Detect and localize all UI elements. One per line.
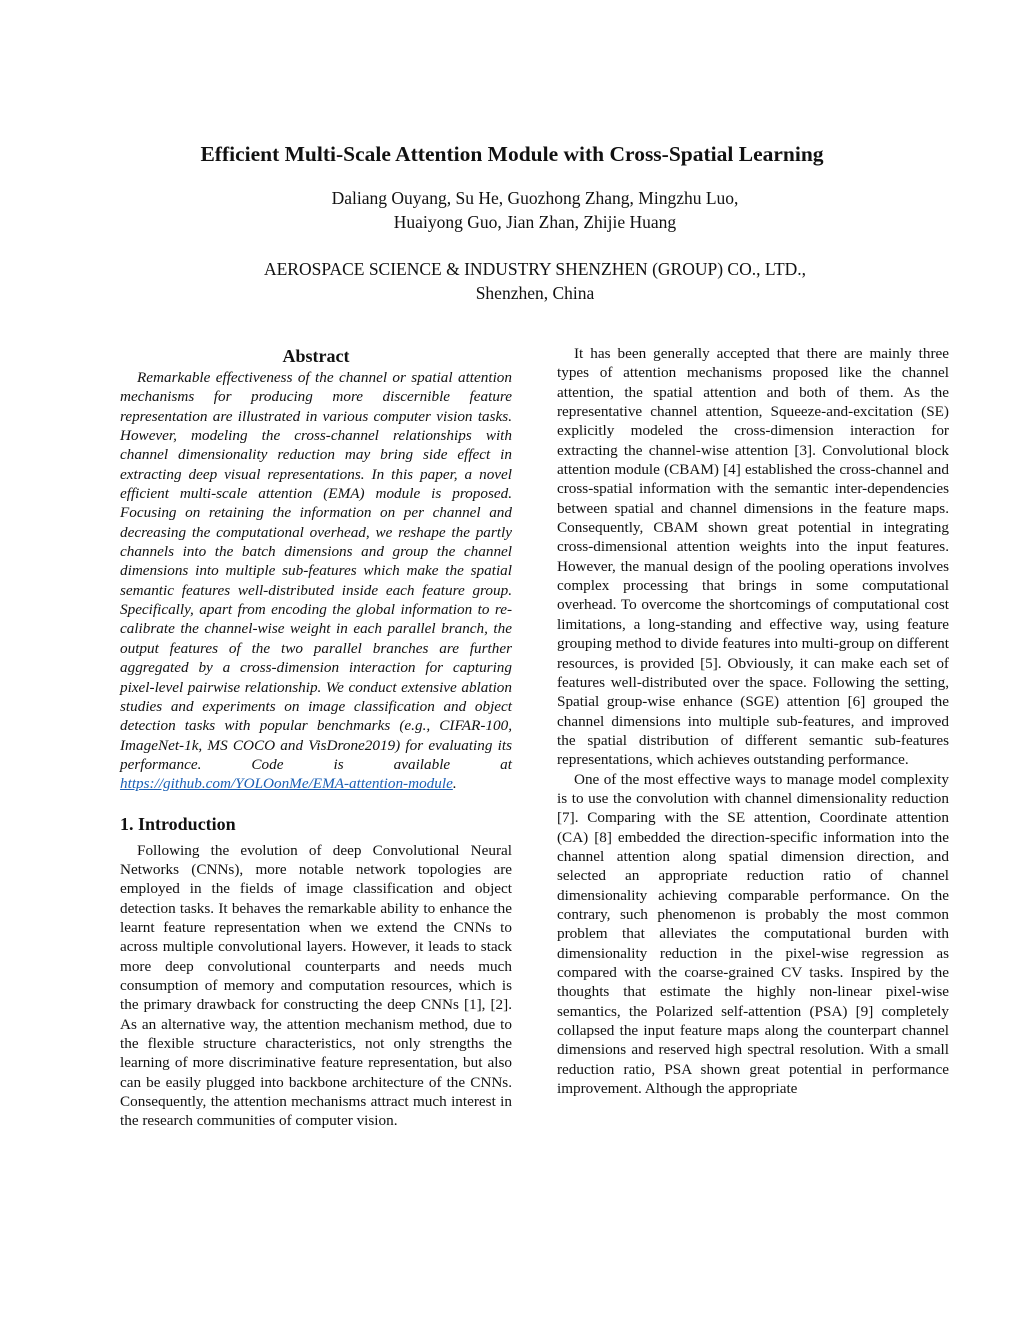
introduction-heading: 1. Introduction [120, 813, 236, 834]
abstract-end: . [452, 775, 457, 793]
abstract-body [120, 368, 512, 794]
authors-line-1: Daliang Ouyang, Su He, Guozhong Zhang, Mingzhu Luo, [331, 188, 739, 208]
right-column [557, 344, 949, 1098]
abstract-text: Remarkable effectiveness of the channel or spatial attention mechanisms for producing more discernible feature representation are illustrated in various computer vision tasks. However, modeling the cross-channel relationships with channel dimensionality reduction may bring side effect in extracting deep visual representations. In this paper, a novel efficient multi-scale attention (EMA) module is proposed. Focusing on retaining the information on per channel and decreasing the computational overhead, we reshape the partly channels into the batch dimensions and group the channel dimensions into multiple sub-features which make the spatial semantic features well-distributed inside each feature group. Specifically, apart from encoding the global information to re-calibrate the channel-wise weight in each parallel branch, the output features of the two parallel branches are further aggregated by a cross-dimension interaction for capturing pixel-level pairwise relationship. We conduct extensive ablation studies and experiments on image classification and object detection tasks with popular benchmarks (e.g., CIFAR-100, ImageNet-1k, MS COCO and VisDrone2019) for evaluating its performance. Code is available at [120, 369, 512, 773]
abstract-heading: Abstract [282, 346, 350, 366]
author-list [0, 186, 1024, 234]
intro-paragraph-1: Following the evolution of deep Convolutional Neural Networks (CNNs), more notable network topologies are employed in the fields of image classification and object detection tasks. It behaves the remarkable ability to enhance the learnt feature representation when we extend the CNNs to across multiple convolutional layers. However, it leads to stack more deep convolutional counterparts and needs much consumption of memory and computation resources, which is the primary drawback for constructing the deep CNNs [1], [2]. As an alternative way, the attention mechanism method, due to the flexible structure characteristics, not only strengths the learning of more discriminative feature representation, but also can be easily plugged into backbone architecture of the CNNs. Consequently, the attention mechanisms attract much interest in the research communities of computer vision. [120, 841, 512, 1130]
left-column [120, 344, 512, 1131]
paper-title: Efficient Multi-Scale Attention Module with Cross-Spatial Learning [200, 142, 824, 166]
intro-paragraph-2: It has been generally accepted that there are mainly three types of attention mechanisms proposed like the channel attention, the spatial attention and both of them. As the representative channel attention, Squeeze-and-excitation (SE) explicitly modeled the cross-dimension interaction for extracting the channel-wise attention [3]. Convolutional block attention module (CBAM) [4] established the cross-channel and cross-spatial information with the semantic inter-dependencies between spatial and channel dimensions in the feature maps. Consequently, CBAM shown great potential in integrating cross-dimensional attention weights into the input features. However, the manual design of the pooling operations involves complex processing that brings in some computational overhead. To overcome the shortcomings of computational cost limitations, a long-standing and effective way, using feature grouping method to divide features into multi-group on different resources, is provided [5]. Obviously, it can make each set of features well-distributed over the space. Following the setting, Spatial group-wise enhance (SGE) attention [6] grouped the channel dimensions into multiple sub-features, and improved the spatial distribution of different semantic sub-features representations, which achieves outstanding performance. [557, 345, 949, 769]
affiliation-line-2: Shenzhen, China [475, 283, 595, 303]
code-link[interactable]: https://github.com/YOLOonMe/EMA-attention-module [120, 775, 453, 793]
authors-line-2: Huaiyong Guo, Jian Zhan, Zhijie Huang [393, 212, 677, 232]
intro-paragraph-3: One of the most effective ways to manage model complexity is to use the convolution with channel dimensionality reduction [7]. Comparing with the SE attention, Coordinate attention (CA) [8] embedded the direction-specific information into the channel attention along spatial dimension direction, and selected an appropriate reduction ratio of channel dimensionality achieving comparable performance. On the contrary, such phenomenon is probably the most common problem that alleviates the computational burden with dimensionality reduction in the pixel-wise regression as compared with the coarse-grained CV tasks. Inspired by the thoughts that estimate the highly non-linear pixel-wise semantics, the Polarized self-attention (PSA) [9] completely collapsed the input feature maps along the counterpart channel dimensions and reserved high spectral resolution. With a small reduction ratio, PSA shown great potential in performance improvement. Although the appropriate [557, 770, 949, 1098]
affiliation [0, 257, 1024, 305]
affiliation-line-1: AEROSPACE SCIENCE & INDUSTRY SHENZHEN (GROUP) CO., LTD., [263, 259, 807, 279]
